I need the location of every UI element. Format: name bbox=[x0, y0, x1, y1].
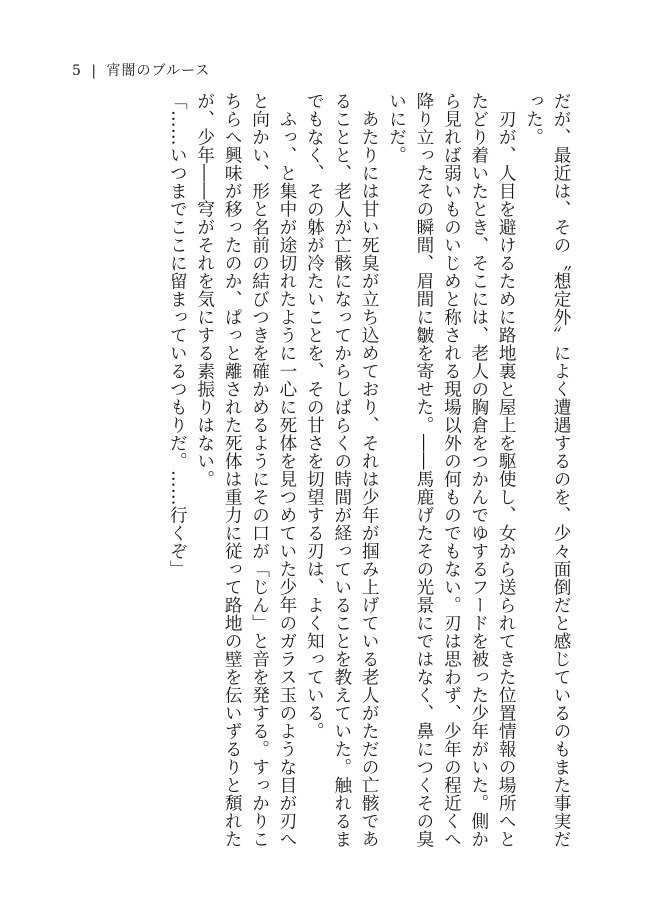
text-line: ちらへ興味が移ったのか、ぱっと離された死体は重力に従って路地の壁を伝いずるりと頽れた bbox=[222, 92, 243, 848]
text-line: だが、最近は、その〝想定外〟によく遭遇するのを、少々面倒だと感じているのもまた事実だ bbox=[551, 92, 571, 848]
text-line: 「……いつまでここに留まっているつもりだ。……行くぞ」 bbox=[167, 92, 188, 578]
header-separator: | bbox=[91, 63, 98, 79]
text-line: 降り立ったその瞬間、眉間に皺を寄せた。――馬鹿げたその光景にではなく、鼻につくその臭 bbox=[413, 92, 434, 848]
text-line: でもなく、その躰が冷たいことを、その甘さを切望する刃は、よく知っている。 bbox=[304, 92, 325, 740]
text-line: ることと、老人が亡骸になってからしばらくの時間が経っていることを教えていた。触れるま bbox=[331, 92, 352, 848]
text-line: あたりには甘い死臭が立ち込めており、それは少年が掴み上げている老人がただの亡骸であ bbox=[359, 92, 380, 848]
text-line: が、少年――穹がそれを気にする素振りはない。 bbox=[194, 92, 215, 488]
text-line: と向かい、形と名前の結びつきを確かめるようにその口が「じん」と音を発する。すっかりこ bbox=[249, 92, 270, 848]
text-line: った。 bbox=[523, 92, 544, 146]
text-line: 刃が、人目を避けるために路地裏と屋上を駆使し、女から送られてきた位置情報の場所へと bbox=[496, 92, 517, 848]
running-header bbox=[72, 60, 210, 80]
chapter-title: 宵闇のブルース bbox=[106, 63, 211, 79]
text-line: たどり着いたとき、そこには、老人の胸倉をつかんでゆするフードを被った少年がいた。側か bbox=[468, 92, 489, 848]
text-line: いにだ。 bbox=[386, 92, 407, 164]
text-line: ら見れば弱いものいじめと称される現場以外の何ものでもない。刃は思わず、少年の程近くへ bbox=[441, 92, 462, 848]
text-line: ふっ、と集中が途切れたように一心に死体を見つめていた少年のガラス玉のような目が刃へ bbox=[276, 92, 297, 848]
page-number: 5 bbox=[72, 63, 82, 79]
vertical-body-text bbox=[163, 92, 574, 848]
